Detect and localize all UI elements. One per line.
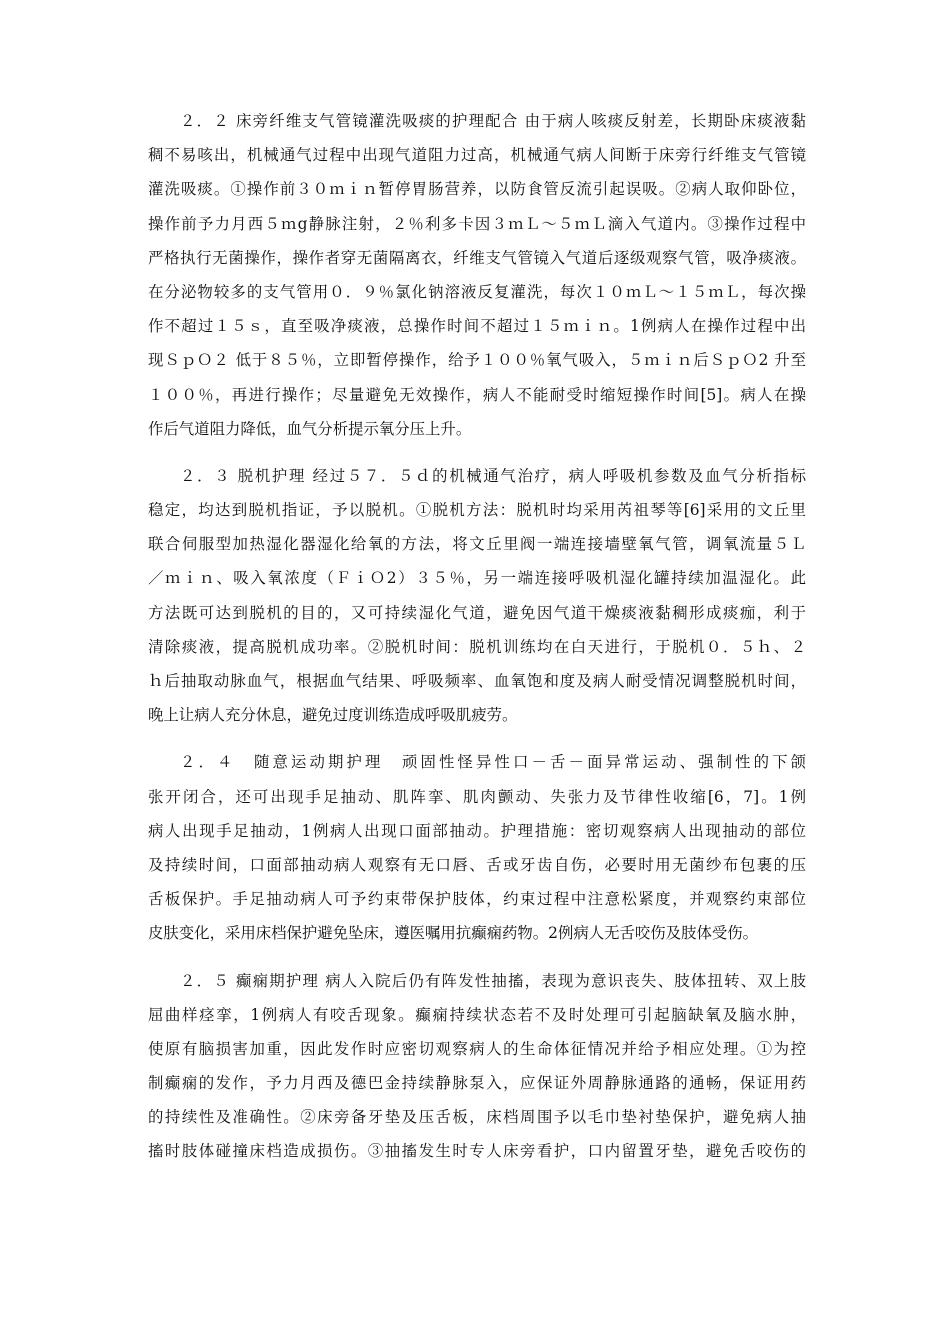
text-line: 张开闭合，还可出现手足抽动、肌阵挛、肌肉颤动、失张力及节律性收缩[6，7]。1例 <box>148 787 806 806</box>
text-line: 操作前予力月西５ｍg静脉注射，２％利多卡因３ｍＬ～５ｍＬ滴入气道内。③操作过程中 <box>148 214 806 233</box>
text-line: 病人出现手足抽动，1例病人出现口面部抽动。护理措施：密切观察病人出现抽动的部位 <box>148 821 806 840</box>
text-line: ２．２ 床旁纤维支气管镜灌洗吸痰的护理配合 由于病人咳痰反射差，长期卧床痰液黏 <box>180 112 806 130</box>
text-line: ２．４ 随意运动期护理 顽固性怪异性口－舌－面异常运动、强制性的下颌 <box>180 753 806 772</box>
text-line: 使原有脑损害加重，因此发作时应密切观察病人的生命体征情况并给予相应处理。①为控 <box>148 1039 806 1058</box>
text-line: ２．５ 癫痫期护理 病人入院后仍有阵发性抽搐，表现为意识丧失、肢体扭转、双上肢 <box>180 971 806 990</box>
text-line: 方法既可达到脱机的目的，又可持续湿化气道，避免因气道干燥痰液黏稠形成痰痂，利于 <box>148 603 806 622</box>
text-line: 搐时肢体碰撞床档造成损伤。③抽搐发生时专人床旁看护，口内留置牙垫，避免舌咬伤的 <box>148 1142 806 1161</box>
text-line: ｈ后抽取动脉血气，根据血气结果、呼吸频率、血氧饱和度及病人耐受情况调整脱机时间， <box>148 672 806 690</box>
text-line: 的持续性及准确性。②床旁备牙垫及压舌板，床档周围予以毛巾垫衬垫保护，避免病人抽 <box>148 1108 806 1127</box>
text-line: 舌板保护。手足抽动病人可予约束带保护肢体，约束过程中注意松紧度，并观察约束部位 <box>148 890 806 909</box>
text-line: 灌洗吸痰。①操作前３０ｍｉｎ暂停胃肠营养，以防食管反流引起误吸。②病人取仰卧位， <box>148 180 806 199</box>
text-line: 在分泌物较多的支气管用０．９％氯化钠溶液反复灌洗，每次１０ｍＬ～１５ｍＬ，每次操 <box>148 282 806 301</box>
text-line: 屈曲样痉挛，1例病人有咬舌现象。癫痫持续状态若不及时处理可引起脑缺氧及脑水肿， <box>148 1005 806 1024</box>
text-line: 清除痰液，提高脱机成功率。②脱机时间：脱机训练均在白天进行，于脱机０．５ｈ、２ <box>148 637 806 656</box>
text-line: 作后气道阻力降低，血气分析提示氧分压上升。 <box>148 419 472 438</box>
document-body <box>148 104 806 1182</box>
section-2-3-weaning-nursing <box>148 459 806 733</box>
text-line: ／ｍｉｎ、吸入氧浓度（ＦｉＯ2）３５％，另一端连接呼吸机湿化罐持续加温湿化。此 <box>148 569 806 588</box>
text-line: 现ＳｐＯ２ 低于８５％，立即暂停操作，给予１００％氧气吸入，５ｍｉｎ后ＳｐＯ2 升至 <box>148 351 806 370</box>
text-line: 及持续时间，口面部抽动病人观察有无口唇、舌或牙齿自伤，必要时用无菌纱布包裹的压 <box>148 855 806 874</box>
section-2-4-voluntary-movement-nursing <box>148 745 806 950</box>
text-line: 作不超过１５ｓ，直至吸净痰液，总操作时间不超过１５ｍｉｎ。1例病人在操作过程中出 <box>148 317 806 336</box>
section-2-5-epilepsy-nursing <box>148 964 806 1169</box>
text-line: 联合伺服型加热湿化器湿化给氧的方法，将文丘里阀一端连接墙壁氧气管，调氧流量５Ｌ <box>148 535 806 554</box>
text-line: 稳定，均达到脱机指证，予以脱机。①脱机方法：脱机时均采用芮祖琴等[6]采用的文丘里 <box>148 501 806 520</box>
text-line: 制癫痫的发作，予力月西及德巴金持续静脉泵入，应保证外周静脉通路的通畅，保证用药 <box>148 1074 806 1093</box>
text-line: ２．３ 脱机护理 经过５７．５ｄ的机械通气治疗，病人呼吸机参数及血气分析指标 <box>180 466 806 485</box>
text-line: １００％，再进行操作；尽量避免无效操作，病人不能耐受时缩短操作时间[5]。病人在操 <box>148 385 806 404</box>
text-line: 皮肤变化，采用床档保护避免坠床，遵医嘱用抗癫痫药物。2例病人无舌咬伤及肢体受伤。 <box>148 924 759 943</box>
text-line: 晚上让病人充分休息，避免过度训练造成呼吸肌疲劳。 <box>148 706 518 725</box>
text-line: 稠不易咳出，机械通气过程中出现气道阻力过高，机械通气病人间断于床旁行纤维支气管镜 <box>148 146 806 165</box>
section-2-2-bronchoscopy-nursing <box>148 104 806 446</box>
text-line: 严格执行无菌操作，操作者穿无菌隔离衣，纤维支气管镜入气道后逐级观察气管，吸净痰液。 <box>148 248 806 267</box>
